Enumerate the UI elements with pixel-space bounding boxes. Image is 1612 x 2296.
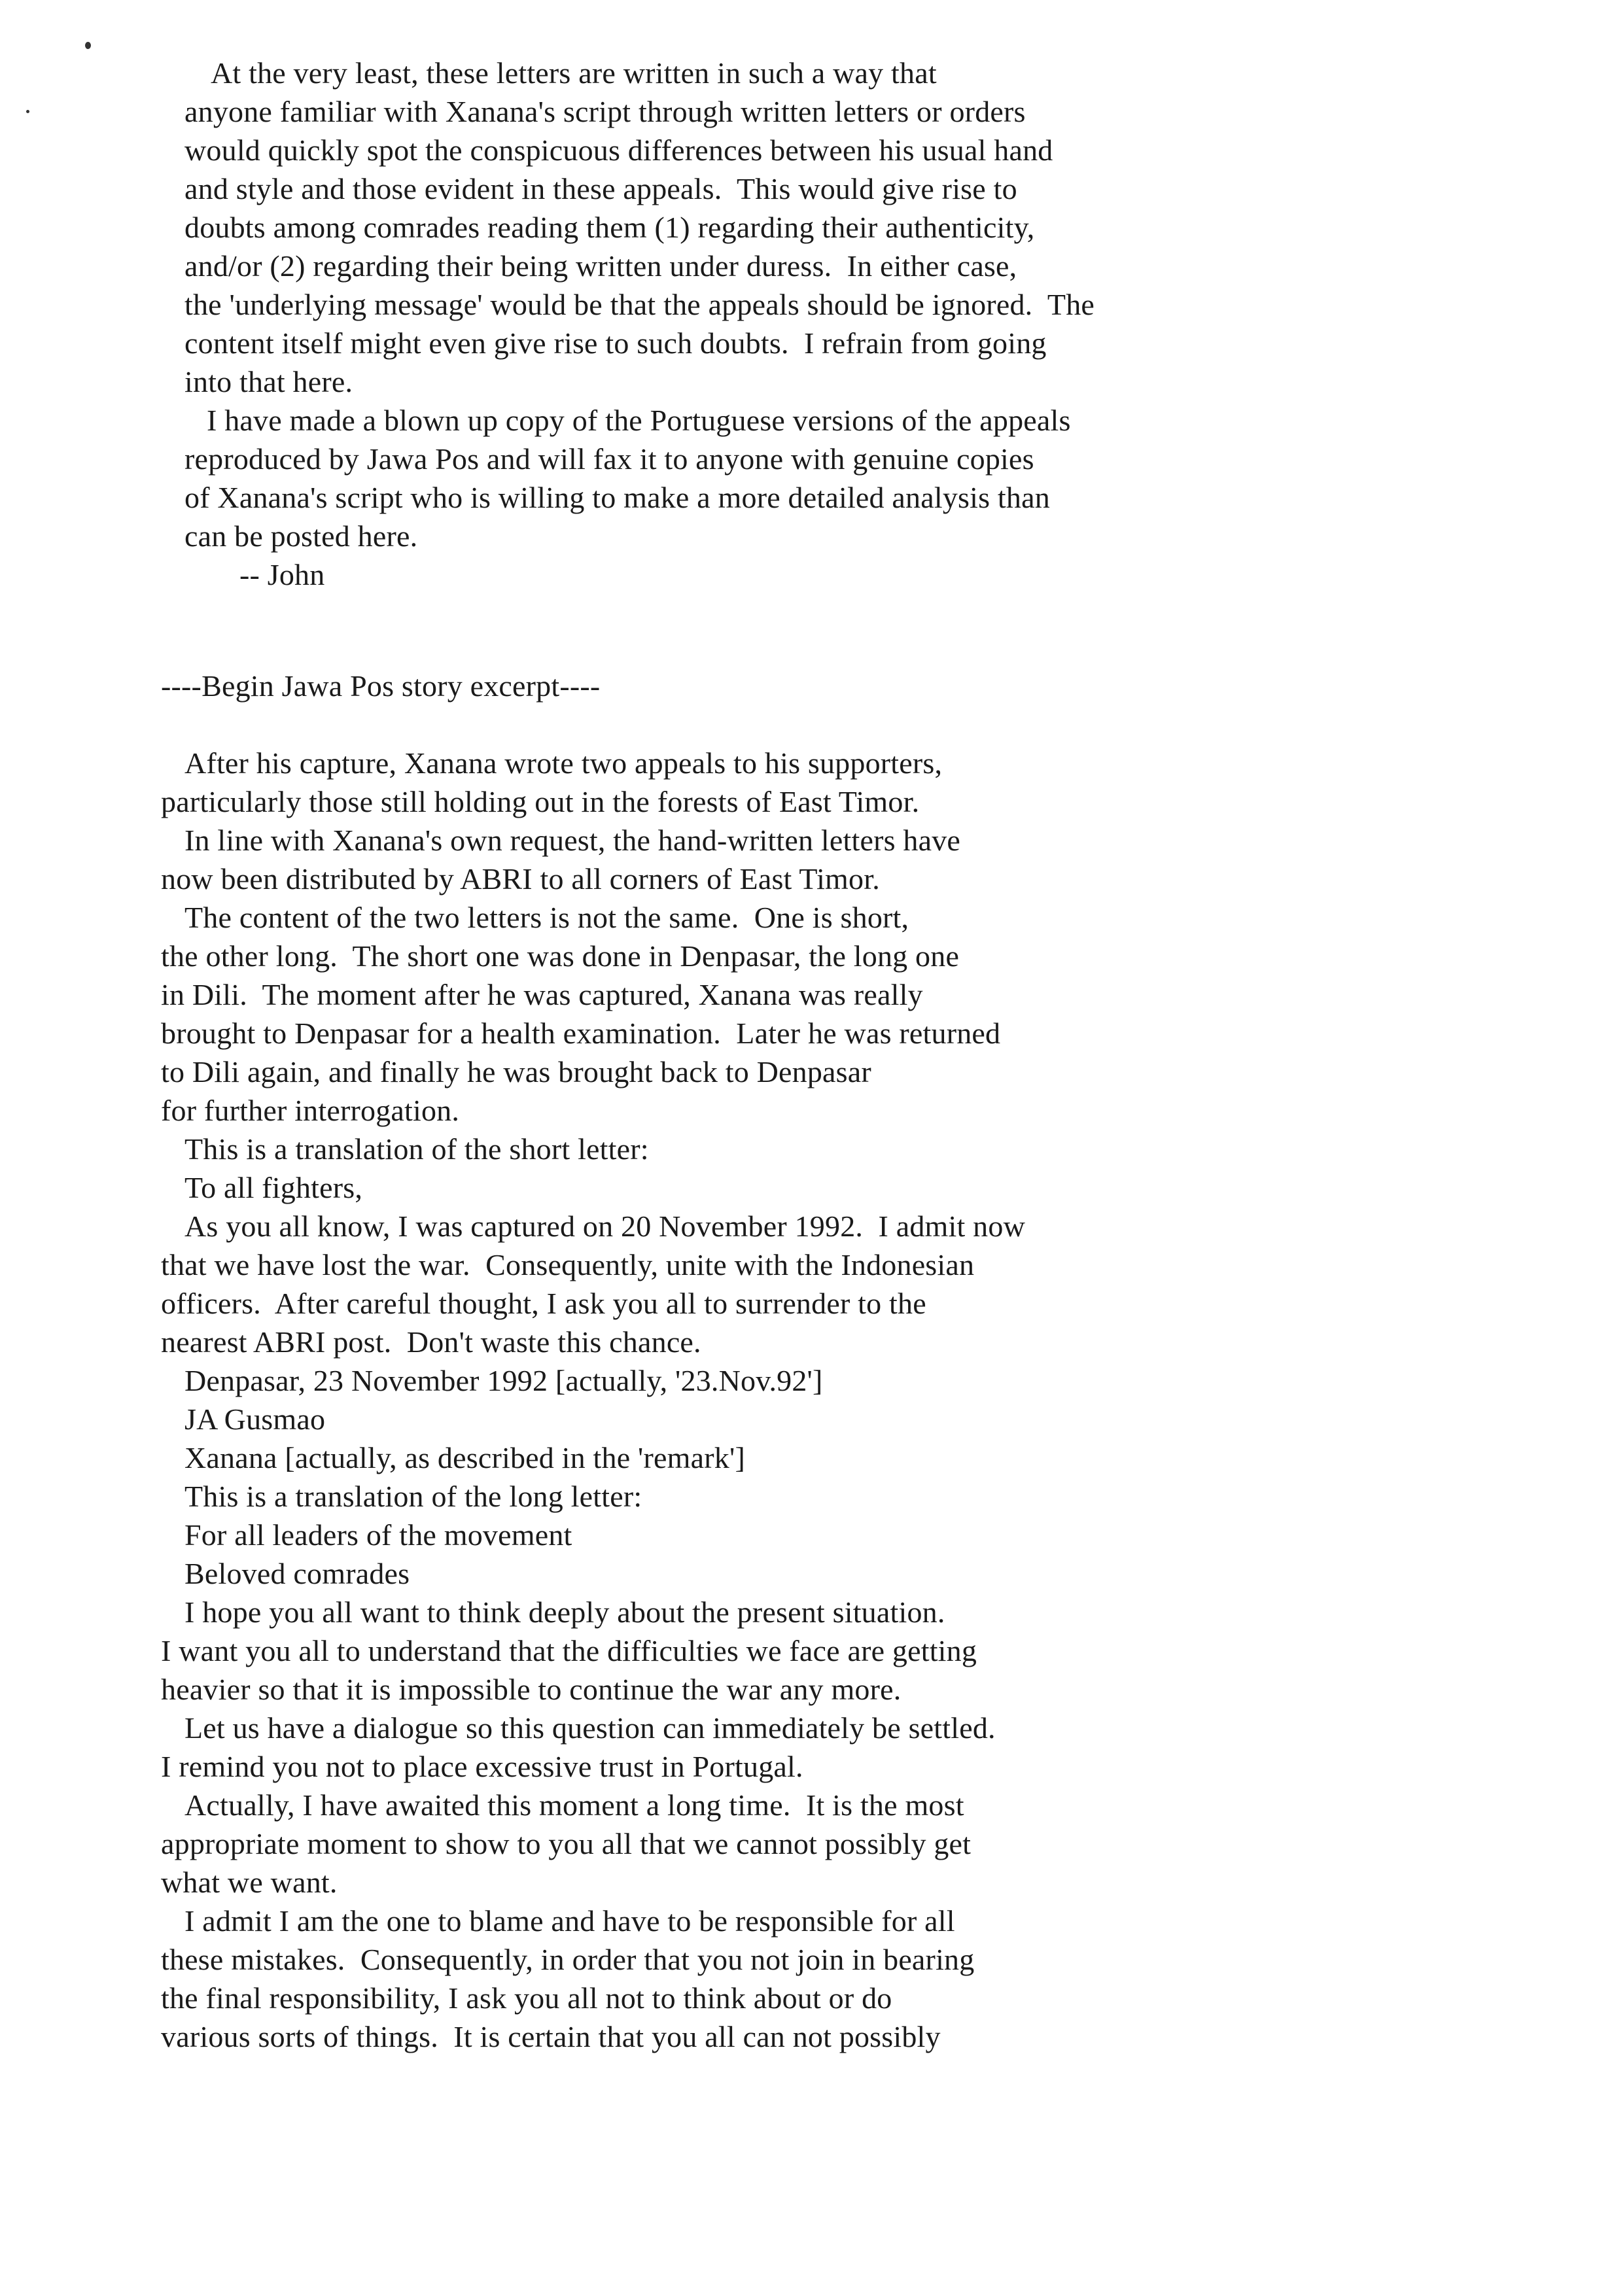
text-line: Actually, I have awaited this moment a long time. It is the most xyxy=(184,1788,964,1822)
text-line: what we want. xyxy=(161,1866,338,1899)
text-line: anyone familiar with Xanana's script through written letters or orders xyxy=(184,95,1026,128)
text-line: and style and those evident in these appeals. This would give rise to xyxy=(184,172,1017,205)
text-line: for further interrogation. xyxy=(161,1094,460,1127)
text-line: At the very least, these letters are written in such a way that xyxy=(211,56,937,90)
text-line: After his capture, Xanana wrote two appeals to his supporters, xyxy=(184,746,943,780)
text-line: To all fighters, xyxy=(184,1171,363,1204)
text-line: JA Gusmao xyxy=(184,1402,326,1436)
signature-line: -- John xyxy=(239,558,325,591)
text-line: Beloved comrades xyxy=(184,1557,410,1590)
text-line: to Dili again, and finally he was brought back to Denpasar xyxy=(161,1055,871,1088)
text-line: the final responsibility, I ask you all not to think about or do xyxy=(161,1981,892,2015)
text-line: these mistakes. Consequently, in order that you not join in bearing xyxy=(161,1943,975,1976)
text-line: I want you all to understand that the difficulties we face are getting xyxy=(161,1634,977,1667)
text-line: Denpasar, 23 November 1992 [actually, '23.Nov.92'] xyxy=(184,1364,823,1397)
text-line: can be posted here. xyxy=(184,519,418,553)
text-line: I remind you not to place excessive trust in Portugal. xyxy=(161,1750,803,1783)
text-line: in Dili. The moment after he was captured, Xanana was really xyxy=(161,978,923,1011)
text-line: brought to Denpasar for a health examination. Later he was returned xyxy=(161,1017,1001,1050)
text-line: This is a translation of the long letter: xyxy=(184,1480,642,1513)
text-line: the other long. The short one was done in Denpasar, the long one xyxy=(161,939,960,973)
text-line: officers. After careful thought, I ask you all to surrender to the xyxy=(161,1287,926,1320)
text-line: content itself might even give rise to such doubts. I refrain from going xyxy=(184,326,1047,360)
text-line: I hope you all want to think deeply about the present situation. xyxy=(184,1595,945,1629)
text-line: heavier so that it is impossible to continue the war any more. xyxy=(161,1673,902,1706)
text-line: appropriate moment to show to you all that we cannot possibly get xyxy=(161,1827,972,1860)
text-line: reproduced by Jawa Pos and will fax it to anyone with genuine copies xyxy=(184,442,1034,476)
text-line: Xanana [actually, as described in the 'remark'] xyxy=(184,1441,745,1474)
text-line: that we have lost the war. Consequently, unite with the Indonesian xyxy=(161,1248,975,1281)
text-line: I admit I am the one to blame and have to be responsible for all xyxy=(184,1904,955,1938)
text-line: would quickly spot the conspicuous differences between his usual hand xyxy=(184,133,1053,167)
text-line: into that here. xyxy=(184,365,353,398)
text-line: and/or (2) regarding their being written under duress. In either case, xyxy=(184,249,1017,283)
text-line: The content of the two letters is not the same. One is short, xyxy=(184,901,909,934)
text-line: doubts among comrades reading them (1) regarding their authenticity, xyxy=(184,211,1035,244)
text-line: now been distributed by ABRI to all corners of East Timor. xyxy=(161,862,880,896)
text-line: As you all know, I was captured on 20 November 1992. I admit now xyxy=(184,1209,1025,1243)
text-line: In line with Xanana's own request, the hand-written letters have xyxy=(184,824,961,857)
text-line: nearest ABRI post. Don't waste this chance. xyxy=(161,1325,701,1359)
text-line: This is a translation of the short letter: xyxy=(184,1132,649,1166)
text-line: For all leaders of the movement xyxy=(184,1518,572,1552)
text-line: the 'underlying message' would be that the appeals should be ignored. The xyxy=(184,288,1095,321)
excerpt-separator: ----Begin Jawa Pos story excerpt---- xyxy=(161,669,601,703)
text-line: of Xanana's script who is willing to make a more detailed analysis than xyxy=(184,481,1050,514)
scan-speck xyxy=(85,42,91,49)
text-line: particularly those still holding out in the forests of East Timor. xyxy=(161,785,920,818)
text-line: various sorts of things. It is certain that you all can not possibly xyxy=(161,2020,941,2053)
text-line: I have made a blown up copy of the Portuguese versions of the appeals xyxy=(207,404,1071,437)
scan-speck xyxy=(26,110,29,113)
text-line: Let us have a dialogue so this question can immediately be settled. xyxy=(184,1711,996,1745)
